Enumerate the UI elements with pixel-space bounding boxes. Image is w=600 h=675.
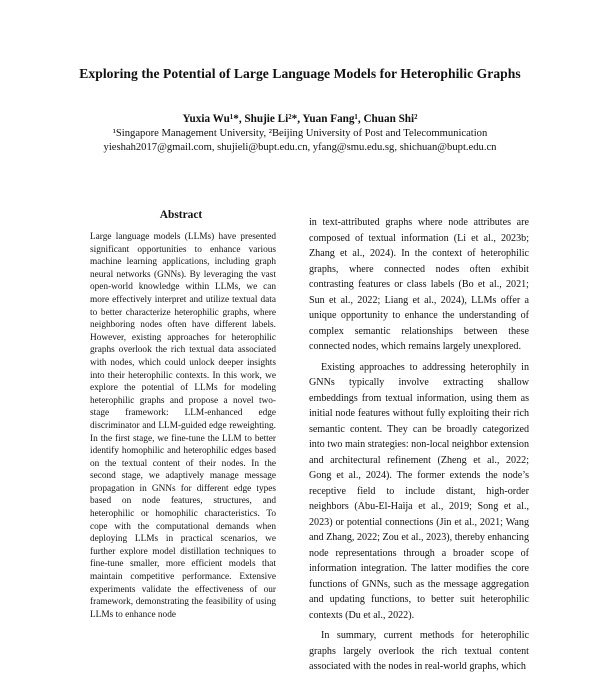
affiliations: ¹Singapore Management University, ²Beijing University of Post and Telecommunication bbox=[112, 128, 488, 139]
author-list: Yuxia Wu¹*, Shujie Li²*, Yuan Fang¹, Chuan Shi² bbox=[182, 113, 418, 125]
abstract-heading: Abstract bbox=[159, 209, 203, 221]
paper-title: Exploring the Potential of Large Language Models for Heterophilic Graphs bbox=[79, 66, 521, 81]
intro-paragraph-2: Existing approaches to addressing heterophily in GNNs typically involve extracting shallow embeddings from textual information, using them as initial node features without fully exploiting their rich semantic content. They can be broadly categorized into two main strategies: non-local neighbor extension and architectural refinement (Zheng et al., 2022; Gong et al., 2024). The former extends the node’s receptive field to include distant, high-order neighbors (Abu-El-Haija et al., 2019; Song et al., 2023) or potential connections (Jin et al., 2021; Wang and Zhang, 2022; Zou et al., 2023), thereby enhancing node representations through a broader scope of information integration. The latter modifies the core functions of GNNs, such as the message aggregation and updating functions, to better suit heterophilic contexts (Du et al., 2022). bbox=[309, 361, 529, 621]
intro-column bbox=[309, 215, 529, 672]
intro-paragraph-1: in text-attributed graphs where node attributes are composed of textual information (Li et al., 2023b; Zhang et al., 2024). In the context of heterophilic graphs, where connected nodes often exhibit contrasting features or class labels (Bo et al., 2021; Sun et al., 2022; Liang et al., 2024), LLMs offer a unique opportunity to enhance the understanding of complex semantic relationships between these connected nodes, which remains largely unexplored. bbox=[309, 217, 529, 352]
abstract-body: Large language models (LLMs) have presented significant opportunities to enhance various machine learning applications, including graph neural networks (GNNs). By leveraging the vast open-world knowledge within LLMs, we can more effectively interpret and utilize textual data to better characterize heterophilic graphs, where neighboring nodes often have different labels. However, existing approaches for heterophilic graphs overlook the rich textual data associated with nodes, which could unlock deeper insights into their heterophilic contexts. In this work, we explore the potential of LLMs for modeling heterophilic graphs and propose a novel two-stage framework: LLM-enhanced edge discriminator and LLM-guided edge reweighting. In the first stage, we fine-tune the LLM to better identify homophilic and heterophilic edges based on the textual content of their nodes. In the second stage, we adaptively manage message propagation in GNNs for different edge types based on node features, structures, and heterophilic or homophilic characteristics. To cope with the computational demands when deploying LLMs in practical scenarios, we further explore model distillation techniques to fine-tune smaller, more efficient models that maintain competitive performance. Extensive experiments validate the effectiveness of our framework, demonstrating the feasibility of using LLMs to enhance node bbox=[90, 232, 276, 620]
intro-paragraph-3: In summary, current methods for heterophilic graphs largely overlook the rich textual content associated with the nodes in real-world graphs, which bbox=[309, 630, 529, 672]
author-emails: yieshah2017@gmail.com, shujieli@bupt.edu.cn, yfang@smu.edu.sg, shichuan@bupt.edu.cn bbox=[103, 142, 497, 153]
